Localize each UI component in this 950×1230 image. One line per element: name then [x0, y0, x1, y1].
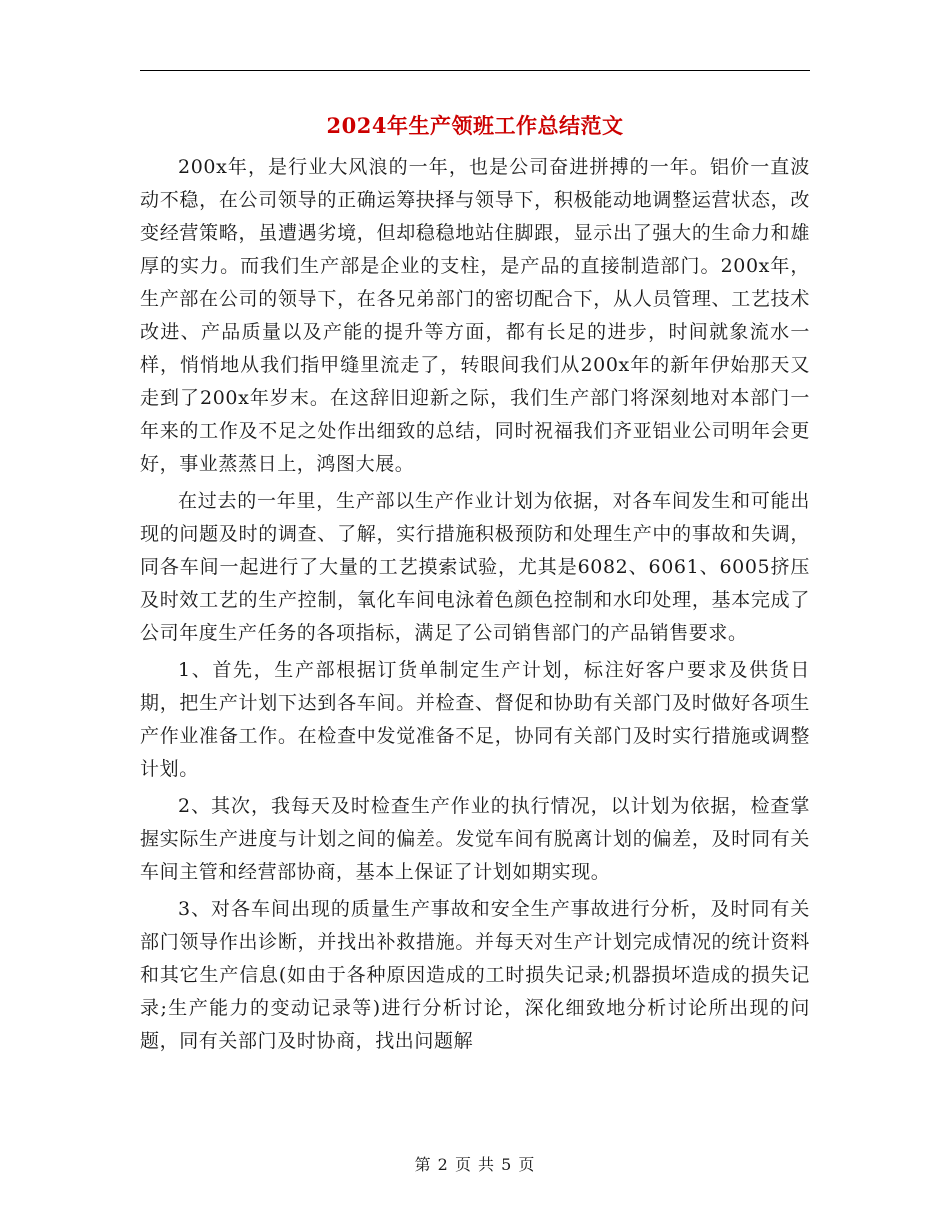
paragraph-intro: 200x年，是行业大风浪的一年，也是公司奋进拼搏的一年。铝价一直波动不稳，在公司领导的正确运筹抉择与领导下，积极能动地调整运营状态，改变经营策略，虽遭遇劣境，但却稳稳地站住脚跟，显示出了强大的生命力和雄厚的实力。而我们生产部是企业的支柱，是产品的直接制造部门。200x年，生产部在公司的领导下，在各兄弟部门的密切配合下，从人员管理、工艺技术改进、产品质量以及产能的提升等方面，都有长足的进步，时间就象流水一样，悄悄地从我们指甲缝里流走了，转眼间我们从200x年的新年伊始那天又走到了200x年岁末。在这辞旧迎新之际，我们生产部门将深刻地对本部门一年来的工作及不足之处作出细致的总结，同时祝福我们齐亚铝业公司明年会更好，事业蒸蒸日上，鸿图大展。 [140, 156, 810, 475]
document-title: 2024年生产领班工作总结范文 [326, 113, 624, 138]
paragraph-item-1: 1、首先，生产部根据订货单制定生产计划，标注好客户要求及供货日期，把生产计划下达到各车间。并检查、督促和协助有关部门及时做好各项生产作业准备工作。在检查中发觉准备不足，协同有关部门及时实行措施或调整计划。 [140, 659, 810, 780]
paragraph-item-2: 2、其次，我每天及时检查生产作业的执行情况，以计划为依据，检查掌握实际生产进度与计划之间的偏差。发觉车间有脱离计划的偏差，及时同有关车间主管和经营部协商，基本上保证了计划如期实现。 [140, 795, 810, 883]
document-body [140, 151, 810, 1062]
page-number-footer: 第 2 页 共 5 页 [414, 1155, 536, 1174]
paragraph-item-3: 3、对各车间出现的质量生产事故和安全生产事故进行分析，及时同有关部门领导作出诊断，并找出补救措施。并每天对生产计划完成情况的统计资料和其它生产信息(如由于各种原因造成的工时损失记录;机器损坏造成的损失记录;生产能力的变动记录等)进行分析讨论，深化细致地分析讨论所出现的问题，同有关部门及时协商，找出问题解 [140, 898, 810, 1052]
header-rule [140, 70, 810, 71]
paragraph-overview: 在过去的一年里，生产部以生产作业计划为依据，对各车间发生和可能出现的问题及时的调查、了解，实行措施积极预防和处理生产中的事故和失调，同各车间一起进行了大量的工艺摸索试验，尤其是6082、6061、6005挤压及时效工艺的生产控制，氧化车间电泳着色颜色控制和水印处理，基本完成了公司年度生产任务的各项指标，满足了公司销售部门的产品销售要求。 [140, 490, 810, 644]
